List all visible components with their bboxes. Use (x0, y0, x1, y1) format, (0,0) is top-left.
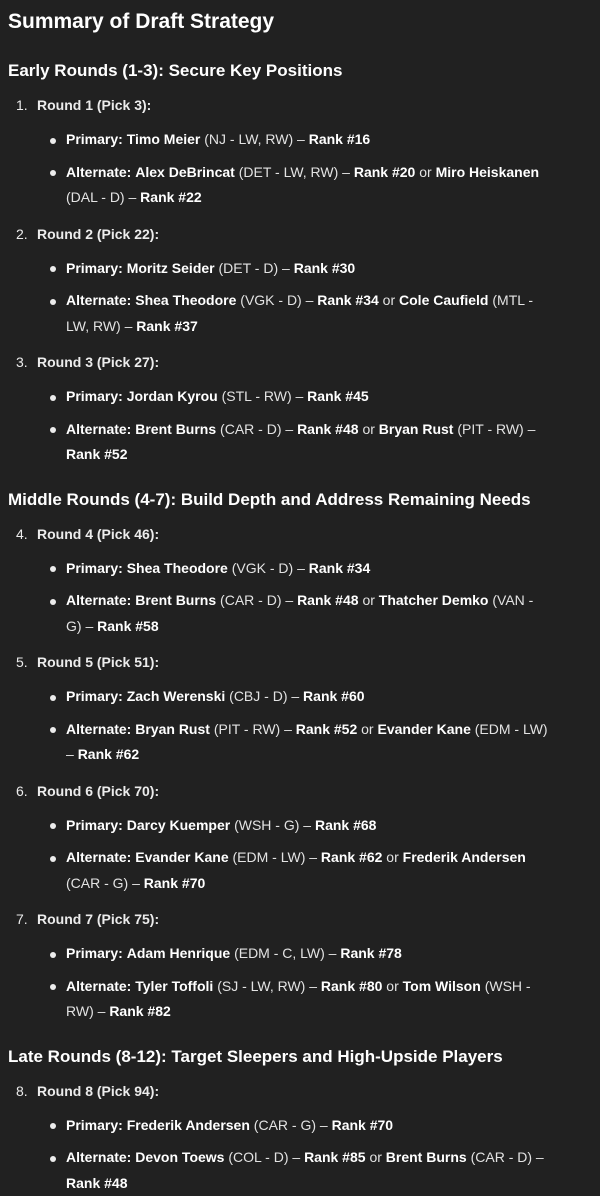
round-item (8, 95, 592, 211)
round-header (8, 95, 592, 115)
pick-lead: Primary: (66, 131, 123, 147)
player-info: (SJ - LW, RW) – (217, 978, 317, 994)
player-name: Shea Theodore (127, 560, 228, 576)
pick-list (8, 941, 592, 1025)
bullet-icon (50, 266, 56, 272)
pick-list (8, 813, 592, 897)
player-info: (WSH - RW) – (66, 978, 531, 1020)
alternate-pick (8, 417, 592, 468)
player-rank: Rank #34 (317, 292, 378, 308)
round-header (8, 652, 592, 672)
player-info: (CBJ - D) – (229, 688, 299, 704)
pick-lead: Alternate: (66, 421, 131, 437)
round-header (8, 909, 592, 929)
player-name: Frederik Andersen (127, 1117, 250, 1133)
section-heading: Early Rounds (1-3): Secure Key Positions (8, 56, 592, 85)
round-label: Round 2 (Pick 22): (37, 226, 159, 242)
player-name: Shea Theodore (135, 292, 236, 308)
player-name: Cole Caufield (399, 292, 488, 308)
pick-list (8, 1113, 592, 1196)
player-rank: Rank #37 (136, 318, 197, 334)
primary-pick (8, 684, 592, 710)
player-info: (STL - RW) – (222, 388, 304, 404)
round-label: Round 1 (Pick 3): (37, 97, 151, 113)
round-header (8, 352, 592, 372)
player-name: Alex DeBrincat (135, 164, 235, 180)
round-number: 1. (16, 95, 28, 115)
player-name: Tyler Toffoli (135, 978, 213, 994)
pick-list (8, 556, 592, 640)
round-header (8, 224, 592, 244)
player-info: (CAR - G) – (66, 875, 140, 891)
player-rank: Rank #58 (97, 618, 158, 634)
player-name: Bryan Rust (135, 721, 210, 737)
bullet-icon (50, 727, 56, 733)
pick-lead: Primary: (66, 260, 123, 276)
round-label: Round 4 (Pick 46): (37, 526, 159, 542)
player-rank: Rank #78 (340, 945, 401, 961)
player-rank: Rank #80 (321, 978, 382, 994)
pick-list (8, 256, 592, 340)
player-rank: Rank #62 (78, 746, 139, 762)
bullet-icon (50, 170, 56, 176)
player-rank: Rank #22 (140, 189, 201, 205)
round-header (8, 1081, 592, 1101)
section-heading: Late Rounds (8-12): Target Sleepers and High-Upside Players (8, 1042, 592, 1071)
bullet-icon (50, 856, 56, 862)
player-rank: Rank #68 (315, 817, 376, 833)
player-name: Jordan Kyrou (127, 388, 218, 404)
alternate-pick (8, 1145, 592, 1196)
player-info: (CAR - D) – (471, 1149, 544, 1165)
player-name: Tom Wilson (403, 978, 481, 994)
bullet-icon (50, 952, 56, 958)
pick-lead: Alternate: (66, 1149, 131, 1165)
or-text: or (361, 721, 373, 737)
or-text: or (362, 592, 374, 608)
player-rank: Rank #34 (309, 560, 370, 576)
bullet-icon (50, 1156, 56, 1162)
pick-lead: Primary: (66, 388, 123, 404)
or-text: or (386, 849, 398, 865)
round-number: 4. (16, 524, 28, 544)
round-list (8, 95, 592, 468)
player-info: (PIT - RW) – (214, 721, 292, 737)
player-name: Brent Burns (135, 592, 216, 608)
player-info: (CAR - D) – (220, 421, 293, 437)
player-rank: Rank #16 (309, 131, 370, 147)
player-rank: Rank #48 (297, 421, 358, 437)
bullet-icon (50, 823, 56, 829)
primary-pick (8, 813, 592, 839)
alternate-pick (8, 160, 592, 211)
round-number: 8. (16, 1081, 28, 1101)
round-number: 6. (16, 781, 28, 801)
player-info: (MTL - LW, RW) – (66, 292, 533, 334)
player-name: Evander Kane (135, 849, 228, 865)
player-rank: Rank #45 (307, 388, 368, 404)
player-rank: Rank #48 (66, 1175, 127, 1191)
bullet-icon (50, 138, 56, 144)
round-label: Round 3 (Pick 27): (37, 354, 159, 370)
player-name: Frederik Andersen (403, 849, 526, 865)
player-info: (DAL - D) – (66, 189, 136, 205)
player-info: (NJ - LW, RW) – (204, 131, 305, 147)
alternate-pick (8, 588, 592, 639)
primary-pick (8, 256, 592, 282)
pick-lead: Alternate: (66, 592, 131, 608)
round-item (8, 524, 592, 640)
pick-lead: Primary: (66, 688, 123, 704)
player-rank: Rank #20 (354, 164, 415, 180)
bullet-icon (50, 1123, 56, 1129)
player-name: Thatcher Demko (379, 592, 489, 608)
primary-pick (8, 556, 592, 582)
player-info: (DET - LW, RW) – (239, 164, 350, 180)
or-text: or (369, 1149, 381, 1165)
round-header (8, 781, 592, 801)
player-name: Adam Henrique (127, 945, 230, 961)
round-number: 2. (16, 224, 28, 244)
player-rank: Rank #52 (66, 446, 127, 462)
player-info: (PIT - RW) – (457, 421, 535, 437)
player-info: (VAN - G) – (66, 592, 533, 634)
player-info: (CAR - D) – (220, 592, 293, 608)
player-name: Zach Werenski (127, 688, 226, 704)
round-header (8, 524, 592, 544)
player-info: (DET - D) – (219, 260, 290, 276)
round-item (8, 352, 592, 468)
pick-lead: Alternate: (66, 978, 131, 994)
player-rank: Rank #70 (332, 1117, 393, 1133)
player-info: (VGK - D) – (240, 292, 313, 308)
pick-lead: Primary: (66, 1117, 123, 1133)
player-info: (VGK - D) – (232, 560, 305, 576)
section-heading: Middle Rounds (4-7): Build Depth and Address Remaining Needs (8, 485, 592, 514)
round-number: 7. (16, 909, 28, 929)
player-rank: Rank #60 (303, 688, 364, 704)
player-info: (COL - D) – (228, 1149, 300, 1165)
primary-pick (8, 1113, 592, 1139)
player-info: (CAR - G) – (254, 1117, 328, 1133)
player-rank: Rank #70 (144, 875, 205, 891)
round-number: 3. (16, 352, 28, 372)
alternate-pick (8, 974, 592, 1025)
primary-pick (8, 127, 592, 153)
round-label: Round 7 (Pick 75): (37, 911, 159, 927)
player-rank: Rank #30 (294, 260, 355, 276)
player-name: Brent Burns (135, 421, 216, 437)
player-name: Brent Burns (386, 1149, 467, 1165)
round-item (8, 652, 592, 768)
player-rank: Rank #52 (296, 721, 357, 737)
player-name: Timo Meier (127, 131, 201, 147)
bullet-icon (50, 984, 56, 990)
player-name: Miro Heiskanen (436, 164, 539, 180)
player-name: Bryan Rust (379, 421, 454, 437)
pick-lead: Alternate: (66, 292, 131, 308)
round-label: Round 5 (Pick 51): (37, 654, 159, 670)
round-label: Round 8 (Pick 94): (37, 1083, 159, 1099)
pick-lead: Primary: (66, 817, 123, 833)
pick-lead: Alternate: (66, 164, 131, 180)
pick-lead: Alternate: (66, 721, 131, 737)
round-item (8, 781, 592, 897)
round-item (8, 224, 592, 340)
player-rank: Rank #85 (304, 1149, 365, 1165)
round-number: 5. (16, 652, 28, 672)
round-item (8, 909, 592, 1025)
player-info: (WSH - G) – (234, 817, 311, 833)
pick-lead: Primary: (66, 945, 123, 961)
primary-pick (8, 941, 592, 967)
or-text: or (419, 164, 431, 180)
player-rank: Rank #82 (109, 1003, 170, 1019)
bullet-icon (50, 695, 56, 701)
sections-container (8, 56, 592, 1196)
primary-pick (8, 384, 592, 410)
round-item (8, 1081, 592, 1196)
round-list (8, 524, 592, 1025)
bullet-icon (50, 395, 56, 401)
player-rank: Rank #62 (321, 849, 382, 865)
round-label: Round 6 (Pick 70): (37, 783, 159, 799)
player-name: Darcy Kuemper (127, 817, 231, 833)
bullet-icon (50, 427, 56, 433)
pick-lead: Primary: (66, 560, 123, 576)
player-info: (EDM - LW) – (233, 849, 318, 865)
round-list (8, 1081, 592, 1196)
alternate-pick (8, 717, 592, 768)
bullet-icon (50, 299, 56, 305)
player-name: Evander Kane (377, 721, 470, 737)
or-text: or (362, 421, 374, 437)
pick-lead: Alternate: (66, 849, 131, 865)
pick-list (8, 127, 592, 211)
player-info: (EDM - LW) – (66, 721, 548, 763)
player-info: (EDM - C, LW) – (234, 945, 336, 961)
page-title: Summary of Draft Strategy (8, 8, 592, 36)
player-name: Moritz Seider (127, 260, 215, 276)
bullet-icon (50, 566, 56, 572)
pick-list (8, 684, 592, 768)
alternate-pick (8, 845, 592, 896)
player-rank: Rank #48 (297, 592, 358, 608)
pick-list (8, 384, 592, 468)
alternate-pick (8, 288, 592, 339)
or-text: or (383, 292, 395, 308)
bullet-icon (50, 599, 56, 605)
player-name: Devon Toews (135, 1149, 224, 1165)
or-text: or (386, 978, 398, 994)
